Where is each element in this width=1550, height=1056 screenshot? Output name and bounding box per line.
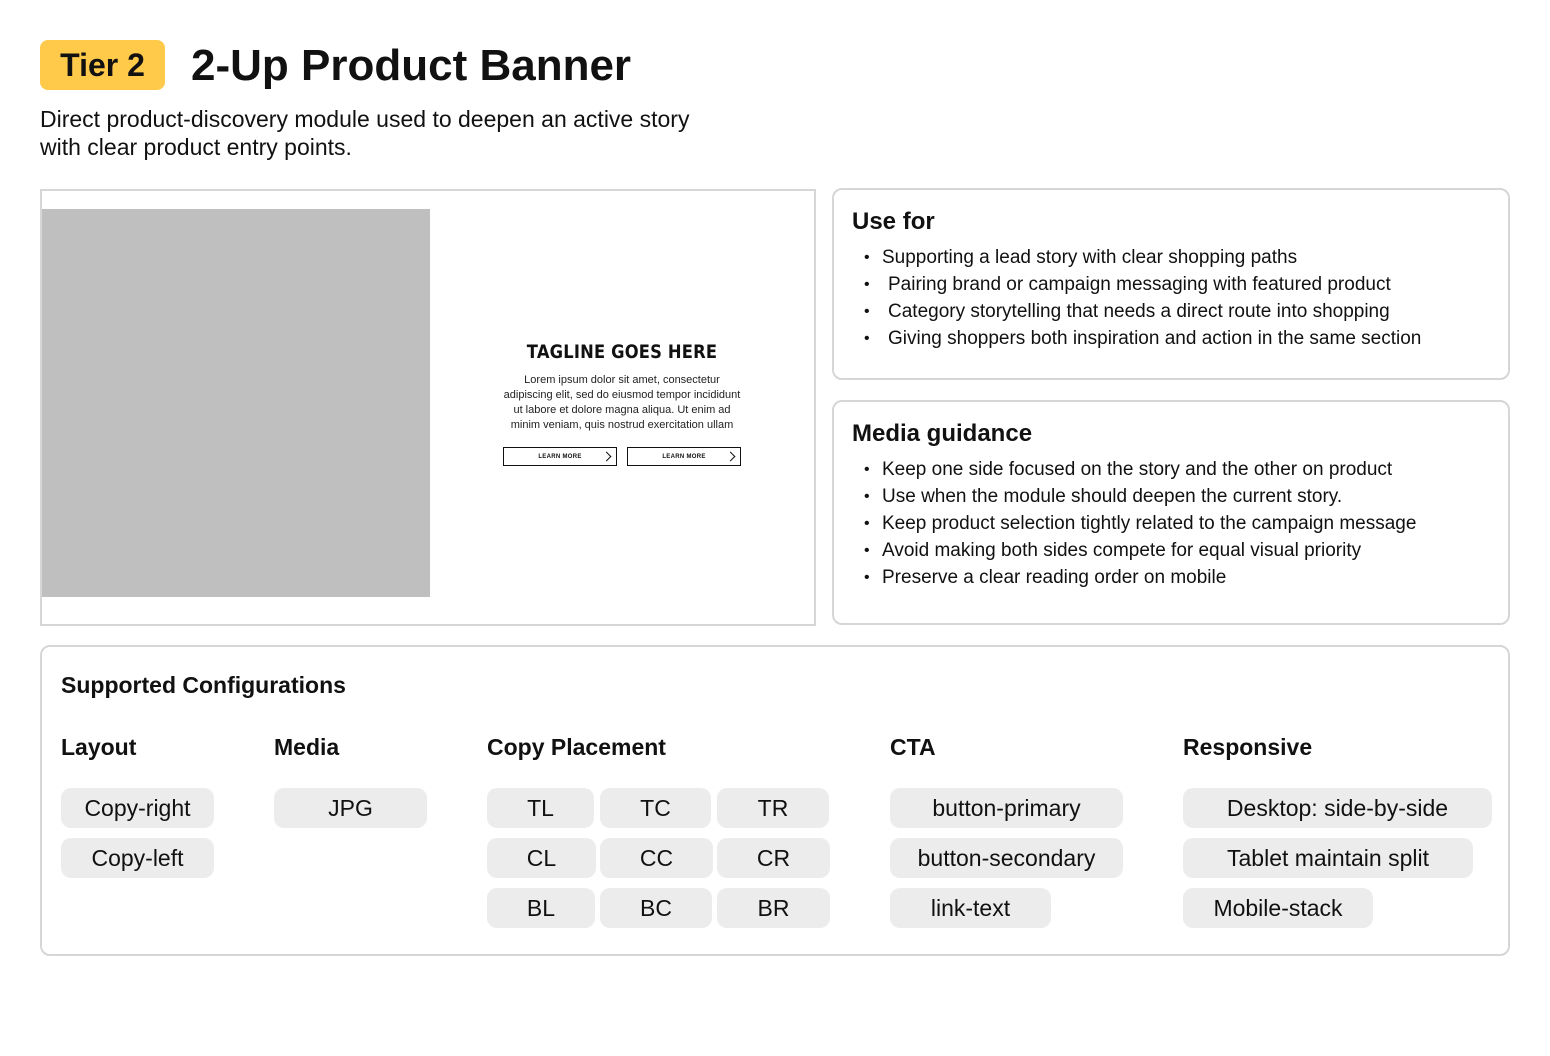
- description-line-1: Direct product-discovery module used to deepen an active story: [40, 106, 690, 132]
- chevron-right-icon: [602, 452, 612, 462]
- chip-bc: BC: [600, 888, 712, 928]
- media-guidance-title: Media guidance: [852, 420, 1033, 447]
- chip-desktop-side-by-side: Desktop: side-by-side: [1183, 788, 1492, 828]
- preview-button-row: [480, 447, 764, 466]
- layout-heading: Layout: [61, 734, 137, 760]
- learn-more-label: LEARN MORE: [662, 453, 706, 460]
- chip-cr: CR: [717, 838, 830, 878]
- preview-body-line: Lorem ipsum dolor sit amet, consectetur: [524, 374, 720, 386]
- chip-tablet-maintain-split: Tablet maintain split: [1183, 838, 1473, 878]
- page-title: 2-Up Product Banner: [191, 41, 632, 90]
- chip-copy-right: Copy-right: [61, 788, 214, 828]
- preview-body-text: [480, 373, 764, 433]
- chip-cl: CL: [487, 838, 596, 878]
- list-item: • Use when the module should deepen the current story.: [862, 483, 1416, 510]
- learn-more-button-2[interactable]: [627, 447, 741, 466]
- description-line-2: with clear product entry points.: [40, 134, 352, 160]
- preview-body-line: adipiscing elit, sed do eiusmod tempor incididunt: [503, 389, 741, 401]
- chip-bl: BL: [487, 888, 595, 928]
- chevron-right-icon: [726, 452, 736, 462]
- media-guidance-list: [862, 456, 1416, 591]
- chip-cc: CC: [600, 838, 713, 878]
- list-item: • Keep product selection tightly related to the campaign message: [862, 510, 1416, 537]
- use-for-list: [862, 244, 1421, 352]
- chip-br: BR: [717, 888, 830, 928]
- use-for-title: Use for: [852, 208, 935, 235]
- list-item: • Keep one side focused on the story and the other on product: [862, 456, 1416, 483]
- list-item: • Pairing brand or campaign messaging with featured product: [862, 271, 1421, 298]
- chip-button-secondary: button-secondary: [890, 838, 1123, 878]
- cta-heading: CTA: [890, 734, 936, 760]
- responsive-heading: Responsive: [1183, 734, 1313, 760]
- page-description: [40, 105, 760, 161]
- list-item: • Giving shoppers both inspiration and action in the same section: [862, 325, 1421, 352]
- chip-copy-left: Copy-left: [61, 838, 214, 878]
- chip-mobile-stack: Mobile-stack: [1183, 888, 1373, 928]
- chip-tr: TR: [717, 788, 829, 828]
- use-for-card: [832, 188, 1510, 380]
- learn-more-label: LEARN MORE: [538, 453, 582, 460]
- chip-button-primary: button-primary: [890, 788, 1123, 828]
- list-item: • Supporting a lead story with clear shopping paths: [862, 244, 1421, 271]
- media-heading: Media: [274, 734, 340, 760]
- image-placeholder: [42, 209, 430, 597]
- preview-body-line: ut labore et dolore magna aliqua. Ut enim ad: [513, 404, 731, 416]
- chip-tc: TC: [600, 788, 711, 828]
- preview-copy-block: [480, 341, 764, 466]
- preview-tagline: TAGLINE GOES HERE: [526, 341, 718, 363]
- chip-link-text: link-text: [890, 888, 1051, 928]
- banner-preview: [40, 189, 816, 626]
- list-item: • Category storytelling that needs a direct route into shopping: [862, 298, 1421, 325]
- list-item: • Avoid making both sides compete for equal visual priority: [862, 537, 1416, 564]
- chip-tl: TL: [487, 788, 594, 828]
- learn-more-button-1[interactable]: [503, 447, 617, 466]
- list-item: • Preserve a clear reading order on mobile: [862, 564, 1416, 591]
- copy-placement-heading: Copy Placement: [487, 734, 666, 760]
- tier-badge: Tier 2: [40, 40, 165, 90]
- preview-body-line: minim veniam, quis nostrud exercitation ullam: [510, 419, 734, 431]
- configurations-title: Supported Configurations: [61, 672, 346, 698]
- media-guidance-card: [832, 400, 1510, 625]
- supported-configurations-card: [40, 645, 1510, 956]
- chip-jpg: JPG: [274, 788, 427, 828]
